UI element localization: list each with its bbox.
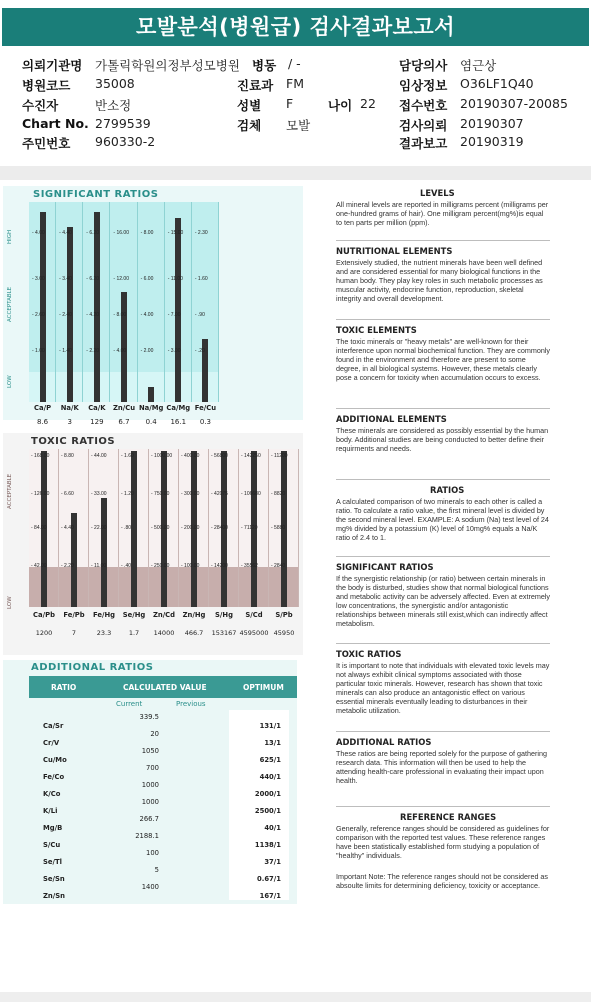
patient-value: 반소정 [95,98,132,113]
id-label: 주민번호 [22,136,71,151]
zone-label: HIGH [7,229,13,244]
tick-label: - 1000.00 [151,453,173,459]
optimum-value: 167/1 [259,892,281,900]
significant-ratios-chart [3,186,303,426]
tick-label: - 400.00 [181,453,200,459]
ratio-value: 0.4 [145,418,157,426]
chart-no-label: Chart No. [22,116,89,131]
ward-value: / - [288,56,301,71]
tick-label: - 2.20 [86,348,100,354]
note-body: Extensively studied, the nutrient minerals have been well defined and are considered essential for many biological functions in the human body. They play key roles in such metabolic processes as muscular activity, endocrine function, reproduction, skeletal integrity and overall development. [336,258,543,304]
category-label: S/Cd [245,611,263,619]
optimum-value: 440/1 [259,773,281,781]
ratio-value: 466.7 [184,629,204,637]
dept-label: 진료과 [237,78,274,93]
tick-label: - 2.30 [194,230,208,236]
tick-label: - 3.40 [59,276,72,282]
tick-label: - 8.80 [61,453,74,459]
tick-label: - .20 [194,348,205,354]
ratio-bar [101,498,107,607]
hospital-value: 가톨릭학원의정부성모병원 [95,58,240,73]
note-heading: TOXIC ELEMENTS [336,325,417,335]
report-title: 모발분석(병원급) 검사결과보고서 [2,8,589,46]
current-value: 266.7 [139,815,159,823]
tick-label: - 42.00 [31,563,47,569]
tick-label: - 11.00 [167,276,183,282]
receipt-value: 20190307-20085 [460,96,568,111]
additional-ratios-title: ADDITIONAL RATIOS [31,662,154,673]
optimum-header: OPTIMUM [243,683,284,692]
current-value: 700 [146,764,159,772]
tick-label: - 1.40 [59,348,72,354]
current-value: 2188.1 [135,832,159,840]
ratio-bar [175,218,181,402]
current-value: 339.5 [139,713,159,721]
tick-label: - 6.00 [140,276,154,282]
tick-label: - 11.00 [91,563,107,569]
ratio-value: 16.1 [170,418,187,426]
optimum-value: 13/1 [264,739,281,747]
tick-label: - 1.20 [121,491,134,497]
zone-label: LOW [7,375,13,388]
receipt-label: 접수번호 [399,98,448,113]
tick-label: - 11200 [271,453,288,459]
chart-no-value: 2799539 [95,116,151,131]
category-label: Na/K [60,404,79,412]
category-label: Zn/Hg [182,611,206,619]
tick-label: - 8.00 [140,230,154,236]
ratio-name: K/Co [43,790,61,798]
current-value: 1000 [141,781,159,789]
doctor-label: 담당의사 [399,58,448,73]
current-header: Current [116,700,143,708]
optimum-value: 40/1 [264,824,281,832]
id-value: 960330-2 [95,134,156,149]
hospital-label: 의뢰기관명 [22,58,83,73]
tick-label: - 126.00 [31,491,50,497]
tick-label: - 142250 [241,453,261,459]
ratio-name: Zn/Sn [43,892,65,900]
tick-label: - 6.20 [86,276,100,282]
tick-label: - 3.00 [32,276,45,282]
ratio-value: 3 [67,418,72,426]
tick-label: - 12.00 [113,276,129,282]
tick-label: - 300.00 [181,491,200,497]
current-value: 1050 [141,747,159,755]
additional-ratios-table [3,660,297,904]
tick-label: - 2.20 [61,563,74,569]
category-label: S/Pb [275,611,293,619]
note-heading: SIGNIFICANT RATIOS [336,562,434,572]
tick-label: - .40 [121,563,132,569]
request-label: 검사의뢰 [399,118,448,133]
tick-label: - 4.00 [113,348,127,354]
category-label: Ca/Pb [33,611,55,619]
tick-label: - 2.60 [32,312,45,318]
tick-label: - 4.40 [59,230,72,236]
report-value: 20190319 [460,134,524,149]
sex-label: 성별 [237,98,262,113]
tick-label: - 3.00 [167,348,181,354]
footer-bar [0,992,591,1002]
current-value: 5 [154,866,159,874]
note-heading: TOXIC RATIOS [336,649,402,659]
category-label: Zn/Cu [112,404,136,412]
dept-value: FM [286,76,304,91]
age-value: 22 [360,96,376,111]
section-divider [0,166,591,180]
optimum-value: 2500/1 [254,807,281,815]
clinic-label: 임상정보 [399,78,448,93]
note-body: If the synergistic relationship (or ratio) between certain minerals in the body is disturbed, studies show that normal biological functions and metabolic activity can be adversely affected. Even at extremely low concentrations, the synergistic and/or antagonistic relationships between minerals still exist,which can indirectly affect metabolism. [336,574,551,629]
request-value: 20190307 [460,116,524,131]
tick-label: - 6.60 [61,491,74,497]
tick-label: - .80 [121,525,132,531]
tick-label: - 14200 [211,563,228,569]
toxic-ratios-chart [3,433,303,655]
note-body: Important Note: The reference ranges should not be considered as absoulte limits for determining deficiency, toxicity or acceptance. [336,872,549,891]
category-label: Ca/K [88,404,106,412]
clinic-value: O36LF1Q40 [460,76,534,91]
ratio-name: Se/Sn [43,875,65,883]
tick-label: - 35562 [241,563,258,569]
tick-label: - 200.00 [181,525,200,531]
doctor-value: 염근상 [460,58,497,73]
ratio-name: Mg/B [43,824,63,832]
note-heading: ADDITIONAL RATIOS [336,737,432,747]
tick-label: - 250.00 [151,563,170,569]
tick-label: - 16.00 [113,230,129,236]
tick-label: - 71120 [241,525,258,531]
ratio-bar [94,212,100,402]
tick-label: - 1.60 [194,276,208,282]
tick-label: - 42075 [211,491,228,497]
category-label: Ca/Mg [166,404,191,412]
tick-label: - 4.00 [32,230,45,236]
patient-label: 수진자 [22,98,59,113]
ratio-value: 153167 [211,629,237,637]
ratio-value: 8.6 [37,418,49,426]
current-value: 1400 [141,883,159,891]
ratio-value: 0.3 [199,418,211,426]
tick-label: - 2.40 [59,312,72,318]
zone-label: ACCEPTABLE [7,473,13,509]
previous-header: Previous [176,700,206,708]
tick-label: - .90 [194,312,205,318]
ratio-name: Se/Tl [43,858,62,866]
tick-label: - 15.00 [167,230,184,236]
ratio-value: 23.3 [96,629,112,637]
age-label: 나이 [328,98,353,113]
ratio-value: 129 [90,418,104,426]
ratio-value: 1.7 [128,629,140,637]
tick-label: - 56800 [211,453,228,459]
tick-label: - 168.00 [31,453,50,459]
ward-label: 병동 [252,58,277,73]
ratio-bar [148,387,154,402]
note-heading: REFERENCE RANGES [400,812,497,822]
code-label: 병원코드 [22,78,71,93]
optimum-value: 131/1 [259,722,281,730]
calc-header: CALCULATED VALUE [123,683,207,692]
tick-label: - 4.40 [61,525,74,531]
tick-label: - 750.00 [151,491,170,497]
ratio-value: 7 [71,629,77,637]
tick-label: - 44.00 [91,453,107,459]
tick-label: - 106680 [241,491,261,497]
zone-label: LOW [7,596,13,609]
note-body: Generally, reference ranges should be considered as guidelines for comparison with the reported test values. These reference ranges have been statistically established form studying a population of "healthy" individuals. [336,824,550,861]
tick-label: - 7.00 [167,312,181,318]
patient-info [0,54,591,164]
tick-label: - 8820 [271,491,286,497]
note-body: A calculated comparison of two minerals to each other is called a ratio. To calculate a ratio value, the first mineral level is divided by the second mineral level. EXAMPLE: A sodium (Na) test level of 24 mg% divided by a potassium (K) level of 10mg% equals a Na/K ratio of 2.4 to 1. [336,497,549,543]
tick-label: - 4.20 [86,312,100,318]
optimum-value: 625/1 [259,756,281,764]
ratio-name: Cu/Mo [43,756,67,764]
code-value: 35008 [95,76,135,91]
zone-label: ACCEPTABLE [7,286,13,322]
tick-label: - 4.00 [140,312,154,318]
note-heading: RATIOS [430,485,465,495]
sex-value: F [286,96,294,111]
significant-ratios-title: SIGNIFICANT RATIOS [33,189,159,200]
note-body: It is important to note that individuals with elevated toxic levels may not always exhibit clinical symptoms associated with those particular toxic minerals. However, research has shown that toxic minerals can also produce an antagonistic effect on various essential minerals eventually leading to disturbances in their metabolic utilization. [336,661,550,716]
optimum-value: 0.67/1 [257,875,281,883]
note-body: The toxic minerals or "heavy metals" are well-known for their interference upon normal biochemical function. They are commonly found in the environment and therefore are present to some degree, in all biological systems. However, these metals clearly pose a concern for toxicity when accumulation occurs to excess. [336,337,551,383]
ratio-name: Cr/V [43,739,60,747]
tick-label: - 22.00 [91,525,107,531]
tick-label: - 1.00 [32,348,45,354]
ratio-value: 1200 [35,629,53,637]
tick-label: - 2.00 [140,348,154,354]
specimen-label: 검체 [237,118,262,133]
tick-label: - 28400 [211,525,228,531]
tick-label: - 5880 [271,525,286,531]
category-label: S/Hg [215,611,233,619]
ratio-value: 45950 [273,629,295,637]
note-body: These ratios are being reported solely for the purpose of gathering research data. This information will then be used to help the attending health-care professional in evaluating their impact upon health. [336,749,547,786]
category-label: Ca/P [34,404,52,412]
optimum-value: 1138/1 [254,841,281,849]
ratio-header: RATIO [51,683,77,692]
note-heading: NUTRITIONAL ELEMENTS [336,246,453,256]
note-body: All mineral levels are reported in milligrams percent (milligrams per one-hundred grams of hair). One milligram percent(mg%)is equal to ten parts per million (ppm). [336,200,549,228]
tick-label: - 2840 [271,563,286,569]
tick-label: - 84.00 [31,525,47,531]
optimum-value: 2000/1 [254,790,281,798]
ratio-value: 6.7 [118,418,130,426]
category-label: Fe/Hg [92,611,115,619]
note-body: These minerals are considered as possibly essential by the human body. Additional studies are being conducted to better define their requirments and needs. [336,426,549,454]
ratio-name: Ca/Sr [43,722,64,730]
current-value: 100 [146,849,159,857]
ratio-bar [131,451,137,607]
category-label: Fe/Pb [63,611,85,619]
tick-label: - 100.00 [181,563,200,569]
tick-label: - 1.60 [121,453,134,459]
ratio-name: Fe/Co [43,773,65,781]
tick-label: - 33.00 [91,491,107,497]
ratio-value: 4595000 [239,629,269,637]
report-label: 결과보고 [399,136,448,151]
ratio-name: S/Cu [43,841,61,849]
current-value: 1000 [141,798,159,806]
note-heading: ADDITIONAL ELEMENTS [336,414,447,424]
category-label: Se/Hg [122,611,146,619]
category-label: Na/Mg [138,404,164,412]
note-heading: LEVELS [420,188,455,198]
tick-label: - 8.00 [113,312,127,318]
current-value: 20 [150,730,159,738]
category-label: Fe/Cu [194,404,217,412]
ratio-bar [40,212,46,402]
ratio-value: 14000 [153,629,175,637]
specimen-value: 모발 [286,118,311,133]
optimum-value: 37/1 [264,858,281,866]
category-label: Zn/Cd [152,611,176,619]
tick-label: - 500.00 [151,525,170,531]
tick-label: - 6.20 [86,230,100,236]
toxic-ratios-title: TOXIC RATIOS [31,436,116,447]
ratio-name: K/Li [43,807,58,815]
ratio-bar [121,292,127,402]
